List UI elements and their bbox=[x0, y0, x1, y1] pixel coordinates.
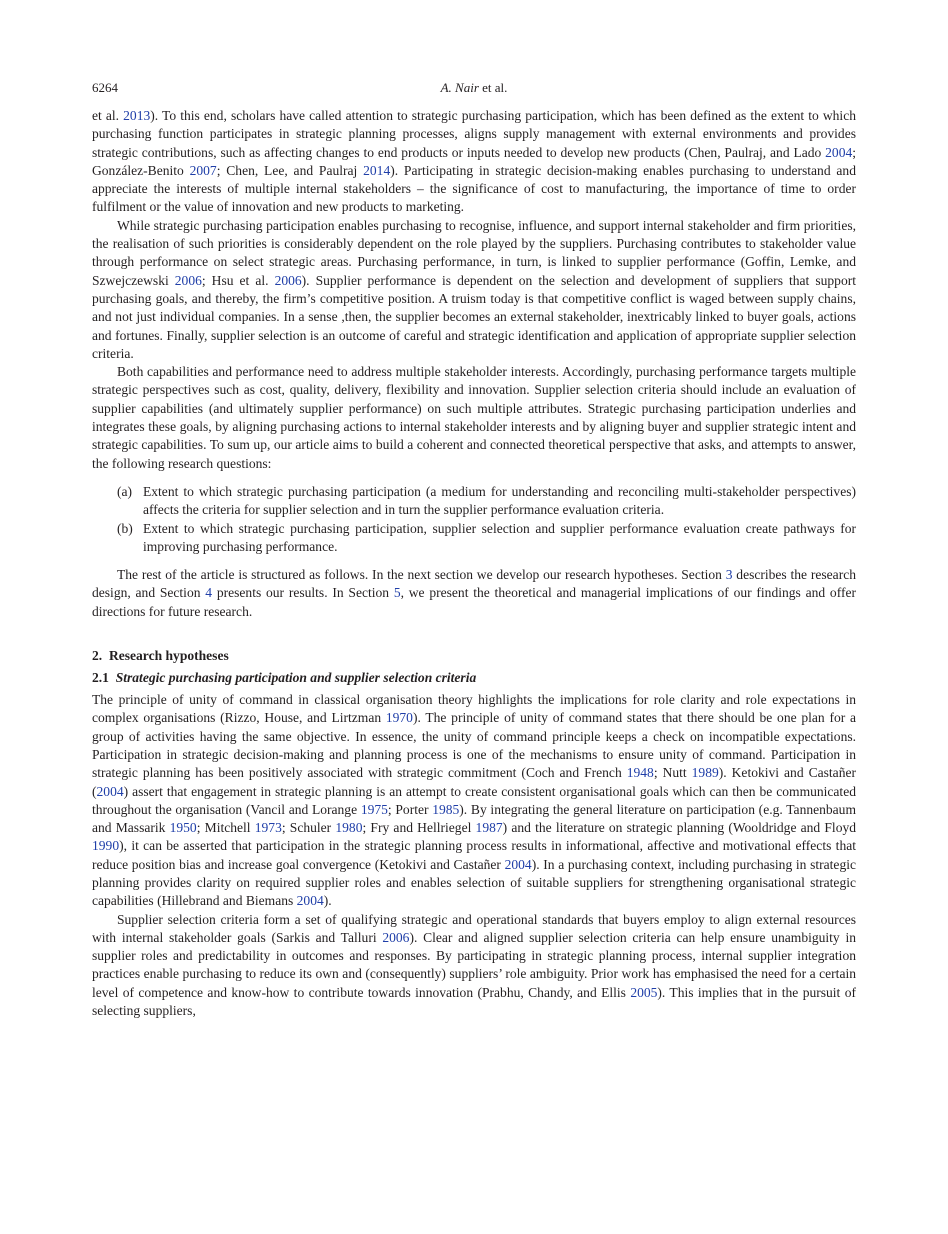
paragraph-3 bbox=[92, 363, 856, 473]
page-number: 6264 bbox=[92, 80, 118, 95]
text-run: ; Chen, Lee, and Paulraj bbox=[216, 162, 364, 178]
text-run: While strategic purchasing participation enables purchasing to recognise, influence, and support internal stakeholder and firm priorities, the realisation of such priorities is considerably dependent on the role played by the suppliers. Purchasing contributes to stakeholder value through performance on select strategic areas. Purchasing performance, in turn, is linked to supplier performance (Goffin, Lemke, and Szwejczewski bbox=[92, 217, 856, 288]
text-run: ; Schuler bbox=[281, 820, 336, 836]
text-run: The principle of unity of command in classical organisation theory highlights the implications for role clarity and role expectations in complex organisations (Rizzo, House, and Lirtzman bbox=[92, 692, 856, 726]
citation-link[interactable]: 1980 bbox=[335, 820, 363, 836]
list-item bbox=[92, 520, 856, 557]
list-item bbox=[92, 483, 856, 520]
citation-link[interactable]: 1970 bbox=[385, 710, 413, 726]
text-run: Supplier selection criteria form a set of qualifying strategic and operational standards that buyers employ to align external resources with internal stakeholder goals (Sarkis and Talluri bbox=[92, 911, 856, 945]
paragraph-5 bbox=[92, 691, 856, 911]
text-run: describes the research design, and Section bbox=[92, 567, 856, 601]
subsection-title: Strategic purchasing participation and supplier selection criteria bbox=[115, 670, 477, 686]
citation-link[interactable]: 4 bbox=[205, 585, 213, 601]
paragraph-4 bbox=[92, 566, 856, 621]
text-run: ; Hsu et al. bbox=[201, 272, 275, 288]
citation-link[interactable]: 2013 bbox=[123, 108, 151, 123]
citation-link[interactable]: 1973 bbox=[254, 820, 282, 836]
citation-link[interactable]: 3 bbox=[725, 567, 733, 583]
text-run: ). To this end, scholars have called attention to strategic purchasing participation, which has been defined as the extent to which purchasing function participates in strategic planning processes, aligns supply management with external environments and provides strategic contributions, such as affecting changes to end products or inputs needed to develop new products (Chen, Paulraj, and Lado bbox=[92, 108, 856, 160]
article-body bbox=[92, 107, 856, 1020]
text-run: , we present the theoretical and managerial implications of our findings and offer directions for future research. bbox=[92, 585, 856, 619]
citation-link[interactable]: 2004 bbox=[96, 783, 124, 799]
citation-link[interactable]: 2014 bbox=[363, 162, 391, 178]
text-run: ). In a purchasing context, including purchasing in strategic planning provides clarity on required supplier roles and enables selection of suitable suppliers for strengthening organisational strategic capabilities (Hillebrand and Biemans bbox=[92, 856, 856, 909]
citation-link[interactable]: 1989 bbox=[691, 765, 719, 781]
citation-link[interactable]: 2005 bbox=[630, 984, 658, 1000]
text-run: ). The principle of unity of command states that there should be one plan for a group of activities having the same objective. In essence, the unity of command principle keeps a check on incompatible expectations. Participation in strategic decision-making and planning process is one of the mechanisms to ensure unity of command. Participation in strategic planning has been positively associated with strategic commitment (Coch and French bbox=[92, 710, 857, 781]
list-item-text: Extent to which strategic purchasing participation, supplier selection and supplier performance evaluation create pathways for improving purchasing performance. bbox=[143, 520, 856, 554]
paragraph-2 bbox=[92, 217, 856, 363]
citation-link[interactable]: 2006 bbox=[174, 272, 202, 288]
text-run: ) and the literature on strategic planning (Wooldridge and Floyd bbox=[502, 820, 857, 836]
text-run: Both capabilities and performance need to address multiple stakeholder interests. Accordingly, purchasing performance targets multiple strategic perspectives such as cost, quality, delivery, flexibility and innovation. Supplier selection criteria should include an evaluation of supplier capabilities (and ultimately supplier performance) on such multiple attributes. Strategic purchasing participation underlies and integrates these goals, by aligning purchasing actions to internal stakeholder interests and by aligning buyer and supplier strategic intent and strategic capabilities. To sum up, our article aims to build a coherent and connected theoretical perspective that asks, and attempts to answer, the following research questions: bbox=[92, 364, 856, 471]
text-run: ). Clear and aligned supplier selection criteria can help ensure unambiguity in supplier roles and predictability in outcomes and responses. By participating in strategic planning process, internal supplier integration practices enable purchasing to reduce its own and (consequently) suppliers’ role ambiguity. Prior work has emphasised the need for a certain level of competence and know-how to contribute towards innovation (Prabhu, Chandy, and Ellis bbox=[92, 929, 856, 1000]
subsection-heading bbox=[92, 669, 856, 687]
subsection-number: 2.1 bbox=[92, 670, 109, 686]
list-item-label: (a) bbox=[117, 483, 133, 499]
running-authors bbox=[92, 79, 856, 97]
text-run: ; Mitchell bbox=[196, 820, 255, 836]
section-title: Research hypotheses bbox=[108, 648, 229, 664]
text-run: The rest of the article is structured as follows. In the next section we develop our research hypotheses. Section bbox=[117, 567, 726, 583]
text-run: ). Supplier performance is dependent on the selection and development of suppliers that support purchasing goals, and thereby, the firm’s competitive position. A truism today is that competitive conflict is waged between supply chains, and not just individual companies. In a sense ,then, the supplier becomes an external stakeholder, inextricably linked to buyer goals, actions and fortunes. Finally, supplier selection is an outcome of careful and strategic identification and application of appropriate supplier selection criteria. bbox=[92, 272, 856, 361]
list-item-label: (b) bbox=[117, 520, 133, 536]
text-run: ) assert that engagement in strategic planning is an attempt to create consistent organisational goals which can then be communicated throughout the organisation (Vancil and Lorange bbox=[92, 783, 856, 817]
citation-link[interactable]: 2007 bbox=[189, 162, 217, 178]
text-run: ), it can be asserted that participation in the strategic planning process results in informational, affective and motivational effects that reduce position bias and increase goal convergence (Ketokivi and Castañer bbox=[92, 838, 856, 872]
citation-link[interactable]: 2006 bbox=[274, 272, 302, 288]
list-item-text: Extent to which strategic purchasing participation (a medium for understanding and reconciling multi-stakeholder perspectives) affects the criteria for supplier selection and in turn the supplier performance evaluation criteria. bbox=[143, 483, 856, 518]
text-run: presents our results. In Section bbox=[212, 585, 394, 601]
paragraph-1 bbox=[92, 107, 856, 217]
text-run: ; Nutt bbox=[653, 765, 692, 781]
section-number: 2. bbox=[92, 648, 103, 664]
text-run: ). Ketokivi and Castañer ( bbox=[92, 765, 856, 799]
citation-link[interactable]: 1985 bbox=[432, 801, 460, 817]
section-heading bbox=[92, 647, 856, 665]
page bbox=[92, 79, 857, 1019]
running-header bbox=[92, 79, 856, 97]
running-authors-rest: et al. bbox=[478, 80, 508, 95]
text-run: ). Participating in strategic decision-making enables purchasing to understand and appreciate the interests of multiple internal stakeholders – the significance of cost to manufacturing, the importance of time to order fulfilment or the value of innovation and new products to marketing. bbox=[92, 162, 856, 215]
paragraph-6 bbox=[92, 911, 856, 1021]
text-run: ). By integrating the general literature on participation (e.g. Tannenbaum and Massarik bbox=[92, 801, 856, 836]
text-run: et al. bbox=[92, 108, 124, 123]
text-run: ). This implies that in the pursuit of selecting suppliers, bbox=[92, 984, 856, 1019]
citation-link[interactable]: 1987 bbox=[475, 820, 503, 836]
citation-link[interactable]: 1975 bbox=[360, 801, 388, 817]
citation-link[interactable]: 1950 bbox=[169, 820, 197, 836]
citation-link[interactable]: 2004 bbox=[504, 856, 532, 872]
citation-link[interactable]: 2004 bbox=[825, 144, 853, 160]
text-run: ; González-Benito bbox=[92, 144, 856, 178]
text-run: ; Fry and Hellriegel bbox=[362, 820, 476, 836]
citation-link[interactable]: 5 bbox=[393, 585, 401, 601]
citation-link[interactable]: 2004 bbox=[296, 893, 324, 909]
citation-link[interactable]: 2006 bbox=[382, 929, 410, 945]
citation-link[interactable]: 1948 bbox=[626, 765, 654, 781]
running-authors-italic: A. Nair bbox=[440, 80, 479, 95]
citation-link[interactable]: 1990 bbox=[92, 838, 120, 854]
text-run: ; Porter bbox=[387, 801, 433, 817]
text-run: ). bbox=[323, 893, 332, 909]
research-questions-list bbox=[92, 483, 856, 556]
